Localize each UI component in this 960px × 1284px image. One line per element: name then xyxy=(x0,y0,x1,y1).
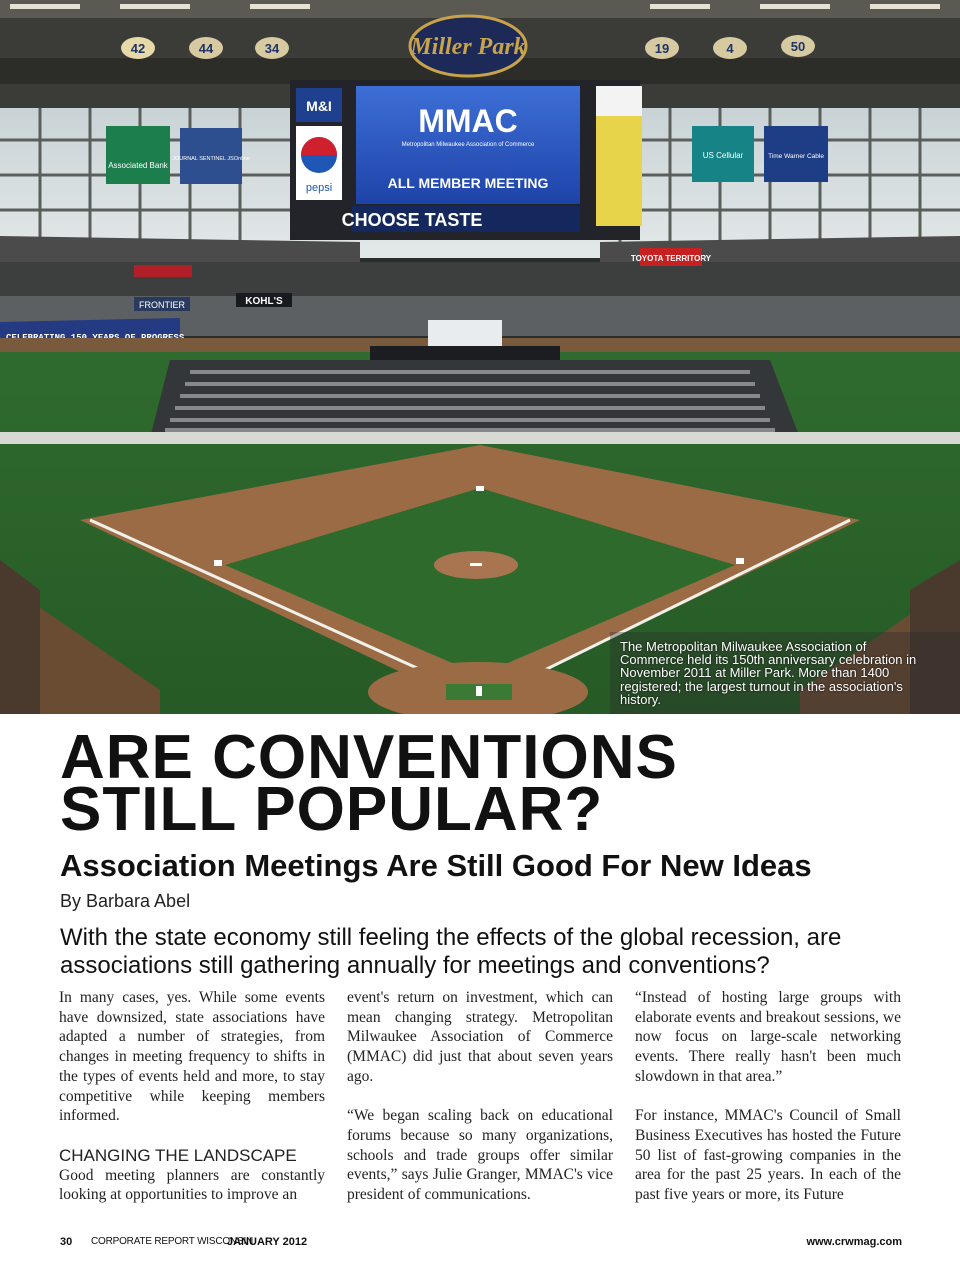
ad-frontier: FRONTIER xyxy=(139,300,185,310)
ad-time-warner: Time Warner Cable xyxy=(768,153,824,160)
screen-banner: ALL MEMBER MEETING xyxy=(387,175,549,191)
ad-pepsi: pepsi xyxy=(305,182,333,194)
paragraph: “Instead of hosting large groups with elaborate events and breakout sessions, we now focus on large-scale networking events. There really hasn't been much slowdown in that area.” xyxy=(635,989,901,1085)
retired-number: 42 xyxy=(130,41,146,56)
screen-subtitle: Metropolitan Milwaukee Association of Commerce xyxy=(401,142,535,148)
paragraph: In many cases, yes. While some events have downsized, state associations have adapted a number of strategies, from changes in meeting frequency to shifts in the types of events held and more, to stay competitive while keeping members informed. xyxy=(59,989,325,1125)
ad-associated-bank: Associated Bank xyxy=(108,161,168,170)
screen-logo: MMAC xyxy=(418,103,518,139)
photo-caption: The Metropolitan Milwaukee Association of Commerce held its 150th anniversary celebration in November 2011 at Miller Park. More than 1400 registered; the largest turnout in the association's history. xyxy=(620,639,917,707)
ad-toyota: TOYOTA TERRITORY xyxy=(630,254,712,263)
column-2 xyxy=(347,988,613,1205)
retired-number: 34 xyxy=(264,41,280,56)
publication-name: CORPORATE REPORT WISCONSIN xyxy=(91,1236,254,1247)
ad-journal-sentinel: JOURNAL SENTINEL JSOnline xyxy=(172,156,250,162)
ad-us-cellular: US Cellular xyxy=(702,151,744,160)
column-3 xyxy=(635,988,901,1205)
ad-mi: M&I xyxy=(306,98,332,114)
paragraph: “We began scaling back on educational forums because so many organizations, schools and trade groups offer similar events,” says Julie Granger, MMAC's vice president of communications. xyxy=(347,1107,613,1204)
headline-line-2: STILL POPULAR? xyxy=(60,775,604,844)
page-number: 30 xyxy=(60,1236,73,1248)
issue-date: JANUARY 2012 xyxy=(227,1236,308,1248)
park-name: Miller Park xyxy=(410,34,526,60)
retired-number: 19 xyxy=(654,41,670,56)
retired-number: 4 xyxy=(726,41,734,56)
column-1 xyxy=(59,988,325,1205)
miller-park-logo xyxy=(409,16,526,76)
retired-number: 44 xyxy=(198,41,214,56)
paragraph: For instance, MMAC's Council of Small Business Executives has hosted the Future 50 list of fast-growing companies in the area for the past 25 years. In each of the past five years or more, its Future xyxy=(635,1107,901,1204)
article-headline xyxy=(60,723,920,844)
website-link[interactable]: www.crwmag.com xyxy=(806,1236,902,1248)
page-footer xyxy=(60,1236,902,1252)
ad-choose-taste: CHOOSE TASTE xyxy=(341,210,483,230)
retired-number: 50 xyxy=(790,39,806,54)
byline: By Barbara Abel xyxy=(60,891,191,911)
headline-line-1: ARE CONVENTIONS xyxy=(60,723,678,792)
section-heading: CHANGING THE LANDSCAPE xyxy=(59,1145,297,1165)
paragraph: event's return on investment, which can mean changing strategy. Metropolitan Milwaukee Association of Commerce (MMAC) did just that about seven years ago. xyxy=(347,989,613,1085)
article-deck: With the state economy still feeling the effects of the global recession, are associations still gathering annually for meetings and conventions? xyxy=(60,924,842,979)
article-subhead: Association Meetings Are Still Good For New Ideas xyxy=(60,848,812,883)
ad-kohls: KOHL'S xyxy=(245,296,283,307)
paragraph: Good meeting planners are constantly looking at opportunities to improve an xyxy=(59,1166,325,1204)
